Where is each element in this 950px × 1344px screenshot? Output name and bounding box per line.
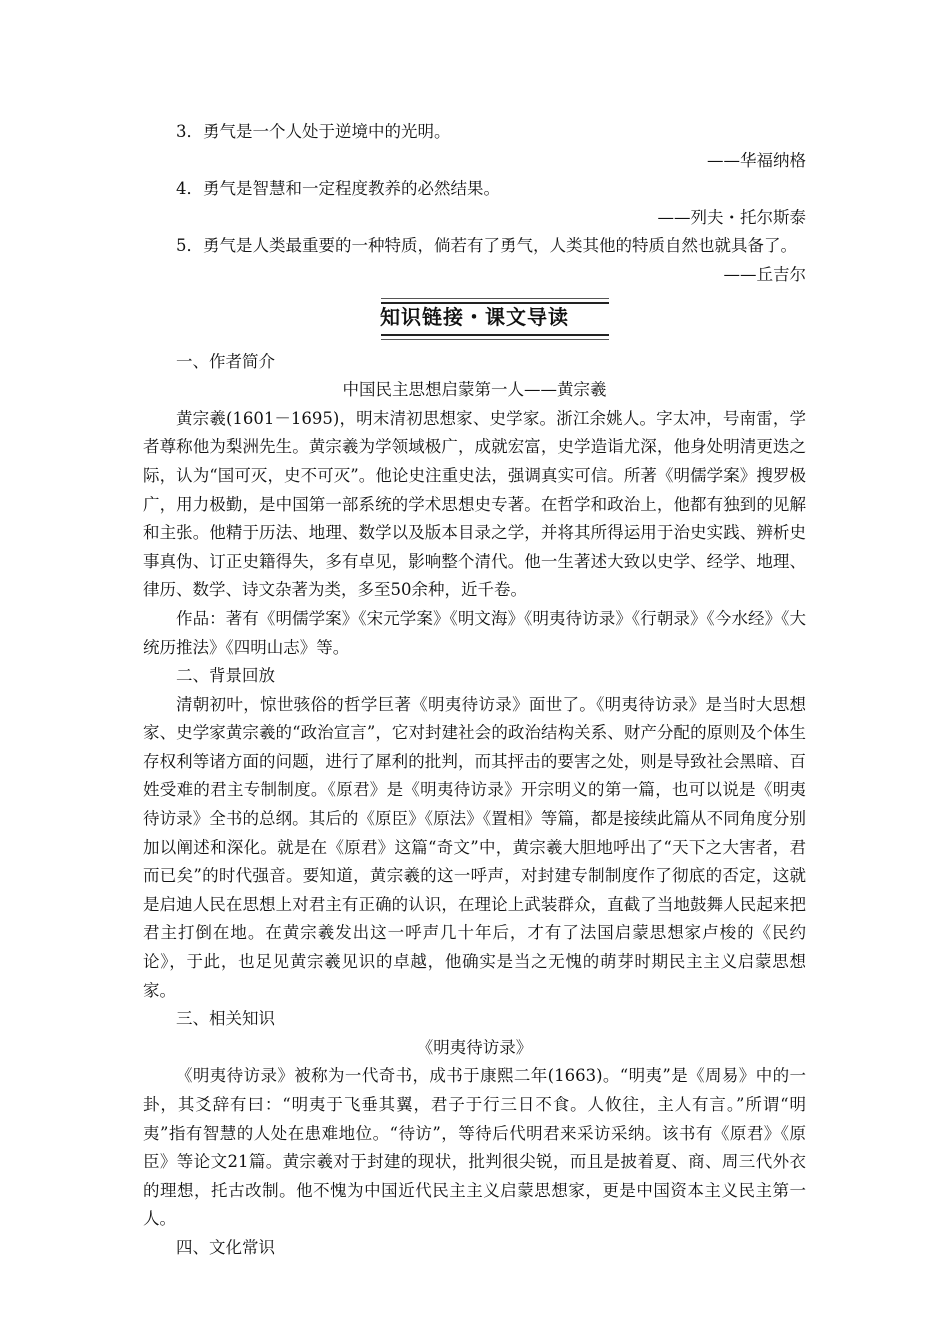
quote-3: 3．勇气是一个人处于逆境中的光明。 bbox=[176, 122, 451, 141]
section-heading-author: 一、作者简介 bbox=[176, 351, 275, 371]
quote-4: 4．勇气是智慧和一定程度教养的必然结果。 bbox=[176, 179, 500, 199]
author-works-paragraph: 作品：著有《明儒学案》《宋元学案》《明文海》《明夷待访录》《行朝录》《今水经》《大统历推法》《四明山志》等。 bbox=[143, 608, 806, 657]
quote-4-author: ——列夫・托尔斯泰 bbox=[657, 207, 806, 227]
quote-5: 5．勇气是人类最重要的一种特质，倘若有了勇气，人类其他的特质自然也就具备了。 bbox=[176, 236, 797, 256]
section-heading-knowledge: 三、相关知识 bbox=[176, 1009, 275, 1029]
background-paragraph: 清朝初叶，惊世骇俗的哲学巨著《明夷待访录》面世了。《明夷待访录》是当时大思想家、史学家黄宗羲的“政治宣言”，它对封建社会的政治结构关系、财产分配的原则及个体生存权利等诸方面的问题，进行了犀利的批判，而其抨击的要害之处，则是导致社会黑暗、百姓受难的君主专制制度。《原君》是《明夷待访录》开宗明义的第一篇，也可以说是《明夷待访录》全书的总纲。其后的《原臣》《原法》《置相》等篇，都是接续此篇从不同角度分别加以阐述和深化。就是在《原君》这篇“奇文”中，黄宗羲大胆地呼出了“天下之大害者，君而已矣”的时代强音。要知道，黄宗羲的这一呼声，对封建专制制度作了彻底的否定，这就是启迪人民在思想上对君主有正确的认识，在理论上武装群众，直截了当地鼓舞人民起来把君主打倒在地。在黄宗羲发出这一呼声几十年后，才有了法国启蒙思想家卢梭的《民约论》，于此，也足见黄宗羲见识的卓越，他确实是当之无愧的萌芽时期民主主义启蒙思想家。 bbox=[143, 694, 806, 1000]
author-subtitle: 中国民主思想启蒙第一人——黄宗羲 bbox=[342, 380, 607, 400]
section-heading-background: 二、背景回放 bbox=[176, 666, 275, 686]
knowledge-paragraph: 《明夷待访录》被称为一代奇书，成书于康熙二年(1663)。“明夷”是《周易》中的一卦，其爻辞有曰：“明夷于飞垂其翼，君子于行三日不食。人攸往，主人有言。”所谓“明夷”指有智慧的人处在患难地位。“待访”，等待后代明君来采访采纳。该书有《原君》《原臣》等论文21篇。黄宗羲对于封建的现状，批判很尖锐，而且是披着夏、商、周三代外衣的理想，托古改制。他不愧为中国近代民主主义启蒙思想家，更是中国资本主义民主第一人。 bbox=[143, 1066, 806, 1229]
knowledge-subtitle: 《明夷待访录》 bbox=[416, 1037, 533, 1057]
section-banner bbox=[143, 290, 806, 348]
section-heading-culture: 四、文化常识 bbox=[176, 1237, 275, 1257]
document-page bbox=[143, 0, 806, 1263]
quote-3-author: ——华福纳格 bbox=[707, 150, 806, 170]
quote-5-author: ——丘吉尔 bbox=[723, 264, 806, 284]
author-bio-paragraph: 黄宗羲(1601－1695)，明末清初思想家、史学家。浙江余姚人。字太冲，号南雷，学者尊称他为梨洲先生。黄宗羲为学领域极广，成就宏富，史学造诣尤深，他身处明清更迭之际，认为“国可灭，史不可灭”。他论史注重史法，强调真实可信。所著《明儒学案》搜罗极广，用力极勤，是中国第一部系统的学术思想史专著。在哲学和政治上，他都有独到的见解和主张。他精于历法、地理、数学以及版本目录之学，并将其所得运用于治史实践、辨析史事真伪、订正史籍得失，多有卓见，影响整个清代。他一生著述大致以史学、经学、地理、律历、数学、诗文杂著为类，多至50余种，近千卷。 bbox=[143, 408, 806, 600]
banner-title: 知识链接・课文导读 bbox=[380, 304, 569, 329]
